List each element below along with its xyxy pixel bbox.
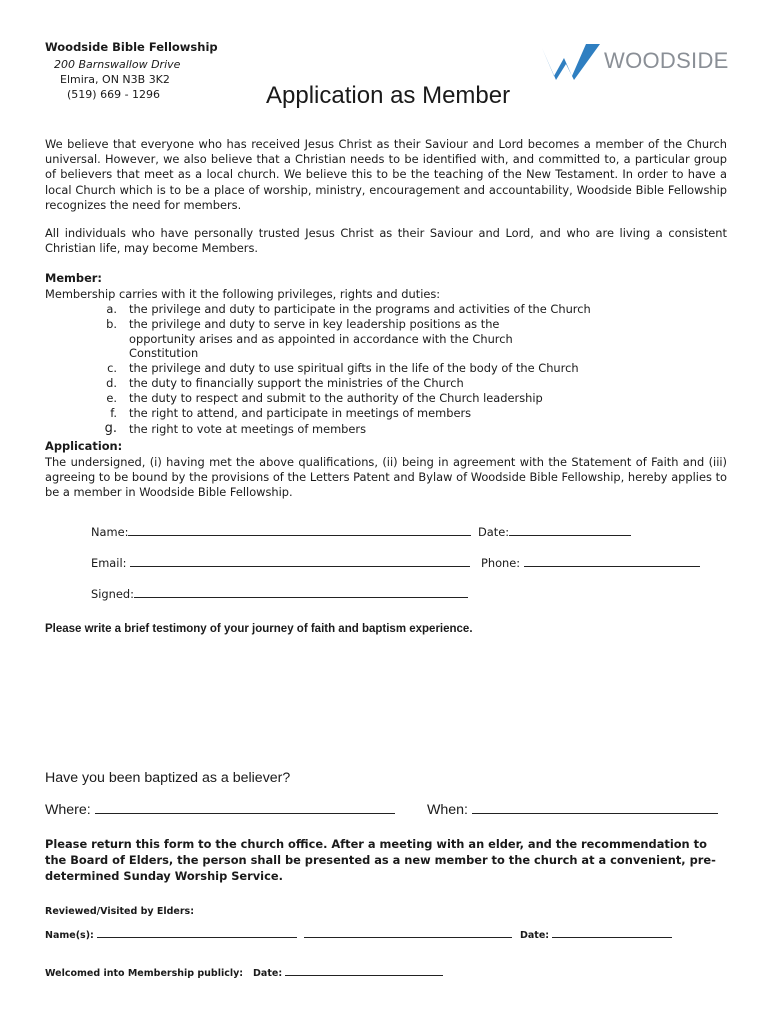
elder-date-label: Date: [520,930,550,941]
testimony-area[interactable] [45,645,727,755]
phone-line[interactable] [524,565,700,567]
application-heading: Application: [45,439,123,453]
where-field[interactable] [45,802,395,818]
when-field[interactable] [427,802,718,818]
when-line[interactable] [472,812,718,814]
date-label: Date: [478,525,510,539]
when-label: When: [427,802,469,818]
phone-field[interactable] [481,556,700,570]
privileges-list [45,302,725,437]
testimony-prompt: Please write a brief testimony of your journey of faith and baptism experience. [45,623,473,635]
application-text: The undersigned, (i) having met the above qualifications, (ii) being in agreement with the Statement of Faith and (iii) agreeing to be bound by the provisions of the Letters Patent and Bylaw of Woodside Bible Fellowship, hereby applies to be a member in Woodside Bible Fellowship. [45,455,727,500]
list-item: g. the right to vote at meetings of members [104,421,367,437]
intro-paragraph-2: All individuals who have personally trusted Jesus Christ as their Saviour and Lord, and who are living a consistent Christian life, may become Members. [45,226,727,256]
date-field[interactable] [478,525,631,539]
name-label: Name: [91,525,129,539]
elder-names-label: Name(s): [45,930,94,941]
elder-name-line-2[interactable] [304,936,512,938]
list-item: a. the privilege and duty to participate in the programs and activities of the Church [106,302,591,316]
signed-label: Signed: [91,587,134,601]
member-intro: Membership carries with it the following privileges, rights and duties: [45,287,441,301]
elder-date-line[interactable] [552,936,672,938]
reviewed-heading: Reviewed/Visited by Elders: [45,906,195,917]
org-name: Woodside Bible Fellowship [45,40,218,54]
page-title: Application as Member [266,82,511,109]
welcomed-date-line[interactable] [285,974,443,976]
list-item: d. the duty to financially support the ministries of the Church [106,375,464,390]
elder-name-line-1[interactable] [97,936,297,938]
email-field[interactable] [91,556,470,570]
address-street: 200 Barnswallow Drive [54,58,181,71]
where-line[interactable] [95,812,395,814]
baptized-question: Have you been baptized as a believer? [45,770,291,786]
org-phone: (519) 669 - 1296 [67,88,161,101]
member-heading: Member: [45,271,102,285]
elder-names-field[interactable] [45,930,512,941]
welcomed-date-label: Date: [253,968,283,979]
signed-field[interactable] [91,587,468,601]
list-item: b. the privilege and duty to serve in key leadership positions as the opportunity arises and as appointed in accordance with the Church Constitution [106,316,513,361]
where-label: Where: [45,802,91,818]
woodside-logo [538,40,729,82]
welcomed-label: Welcomed into Membership publicly: [45,968,244,979]
phone-label: Phone: [481,556,521,570]
welcomed-field[interactable] [45,968,443,979]
name-line[interactable] [128,534,471,536]
intro-paragraph-1: We believe that everyone who has received Jesus Christ as their Saviour and Lord becomes a member of the Church universal. However, we also believe that a Christian needs to be identified with, and committed to, a particular group of believers that meet as a local church. We believe this to be the teaching of the New Testament. In order to have a local Church which is to be a place of worship, ministry, encouragement and accountability, Woodside Bible Fellowship recognizes the need for members. [45,137,727,212]
list-item: c. the privilege and duty to use spiritual gifts in the life of the body of the Church [107,361,579,376]
name-field[interactable] [91,525,471,539]
list-item: e. the duty to respect and submit to the authority of the Church leadership [106,390,543,405]
date-line[interactable] [509,534,631,536]
return-note: Please return this form to the church office. After a meeting with an elder, and the recommendation to the Board of Elders, the person shall be presented as a new member to the church at a convenient, pre-determined Sunday Worship Service. [45,837,716,883]
email-label: Email: [91,556,127,570]
elder-date-field[interactable] [520,930,672,941]
signed-line[interactable] [134,596,468,598]
list-item: f. the right to attend, and participate in meetings of members [110,405,472,420]
address-city: Elmira, ON N3B 3K2 [60,73,170,86]
woodside-w-icon [538,40,604,82]
logo-text: WOODSIDE [604,48,729,73]
email-line[interactable] [130,565,470,567]
